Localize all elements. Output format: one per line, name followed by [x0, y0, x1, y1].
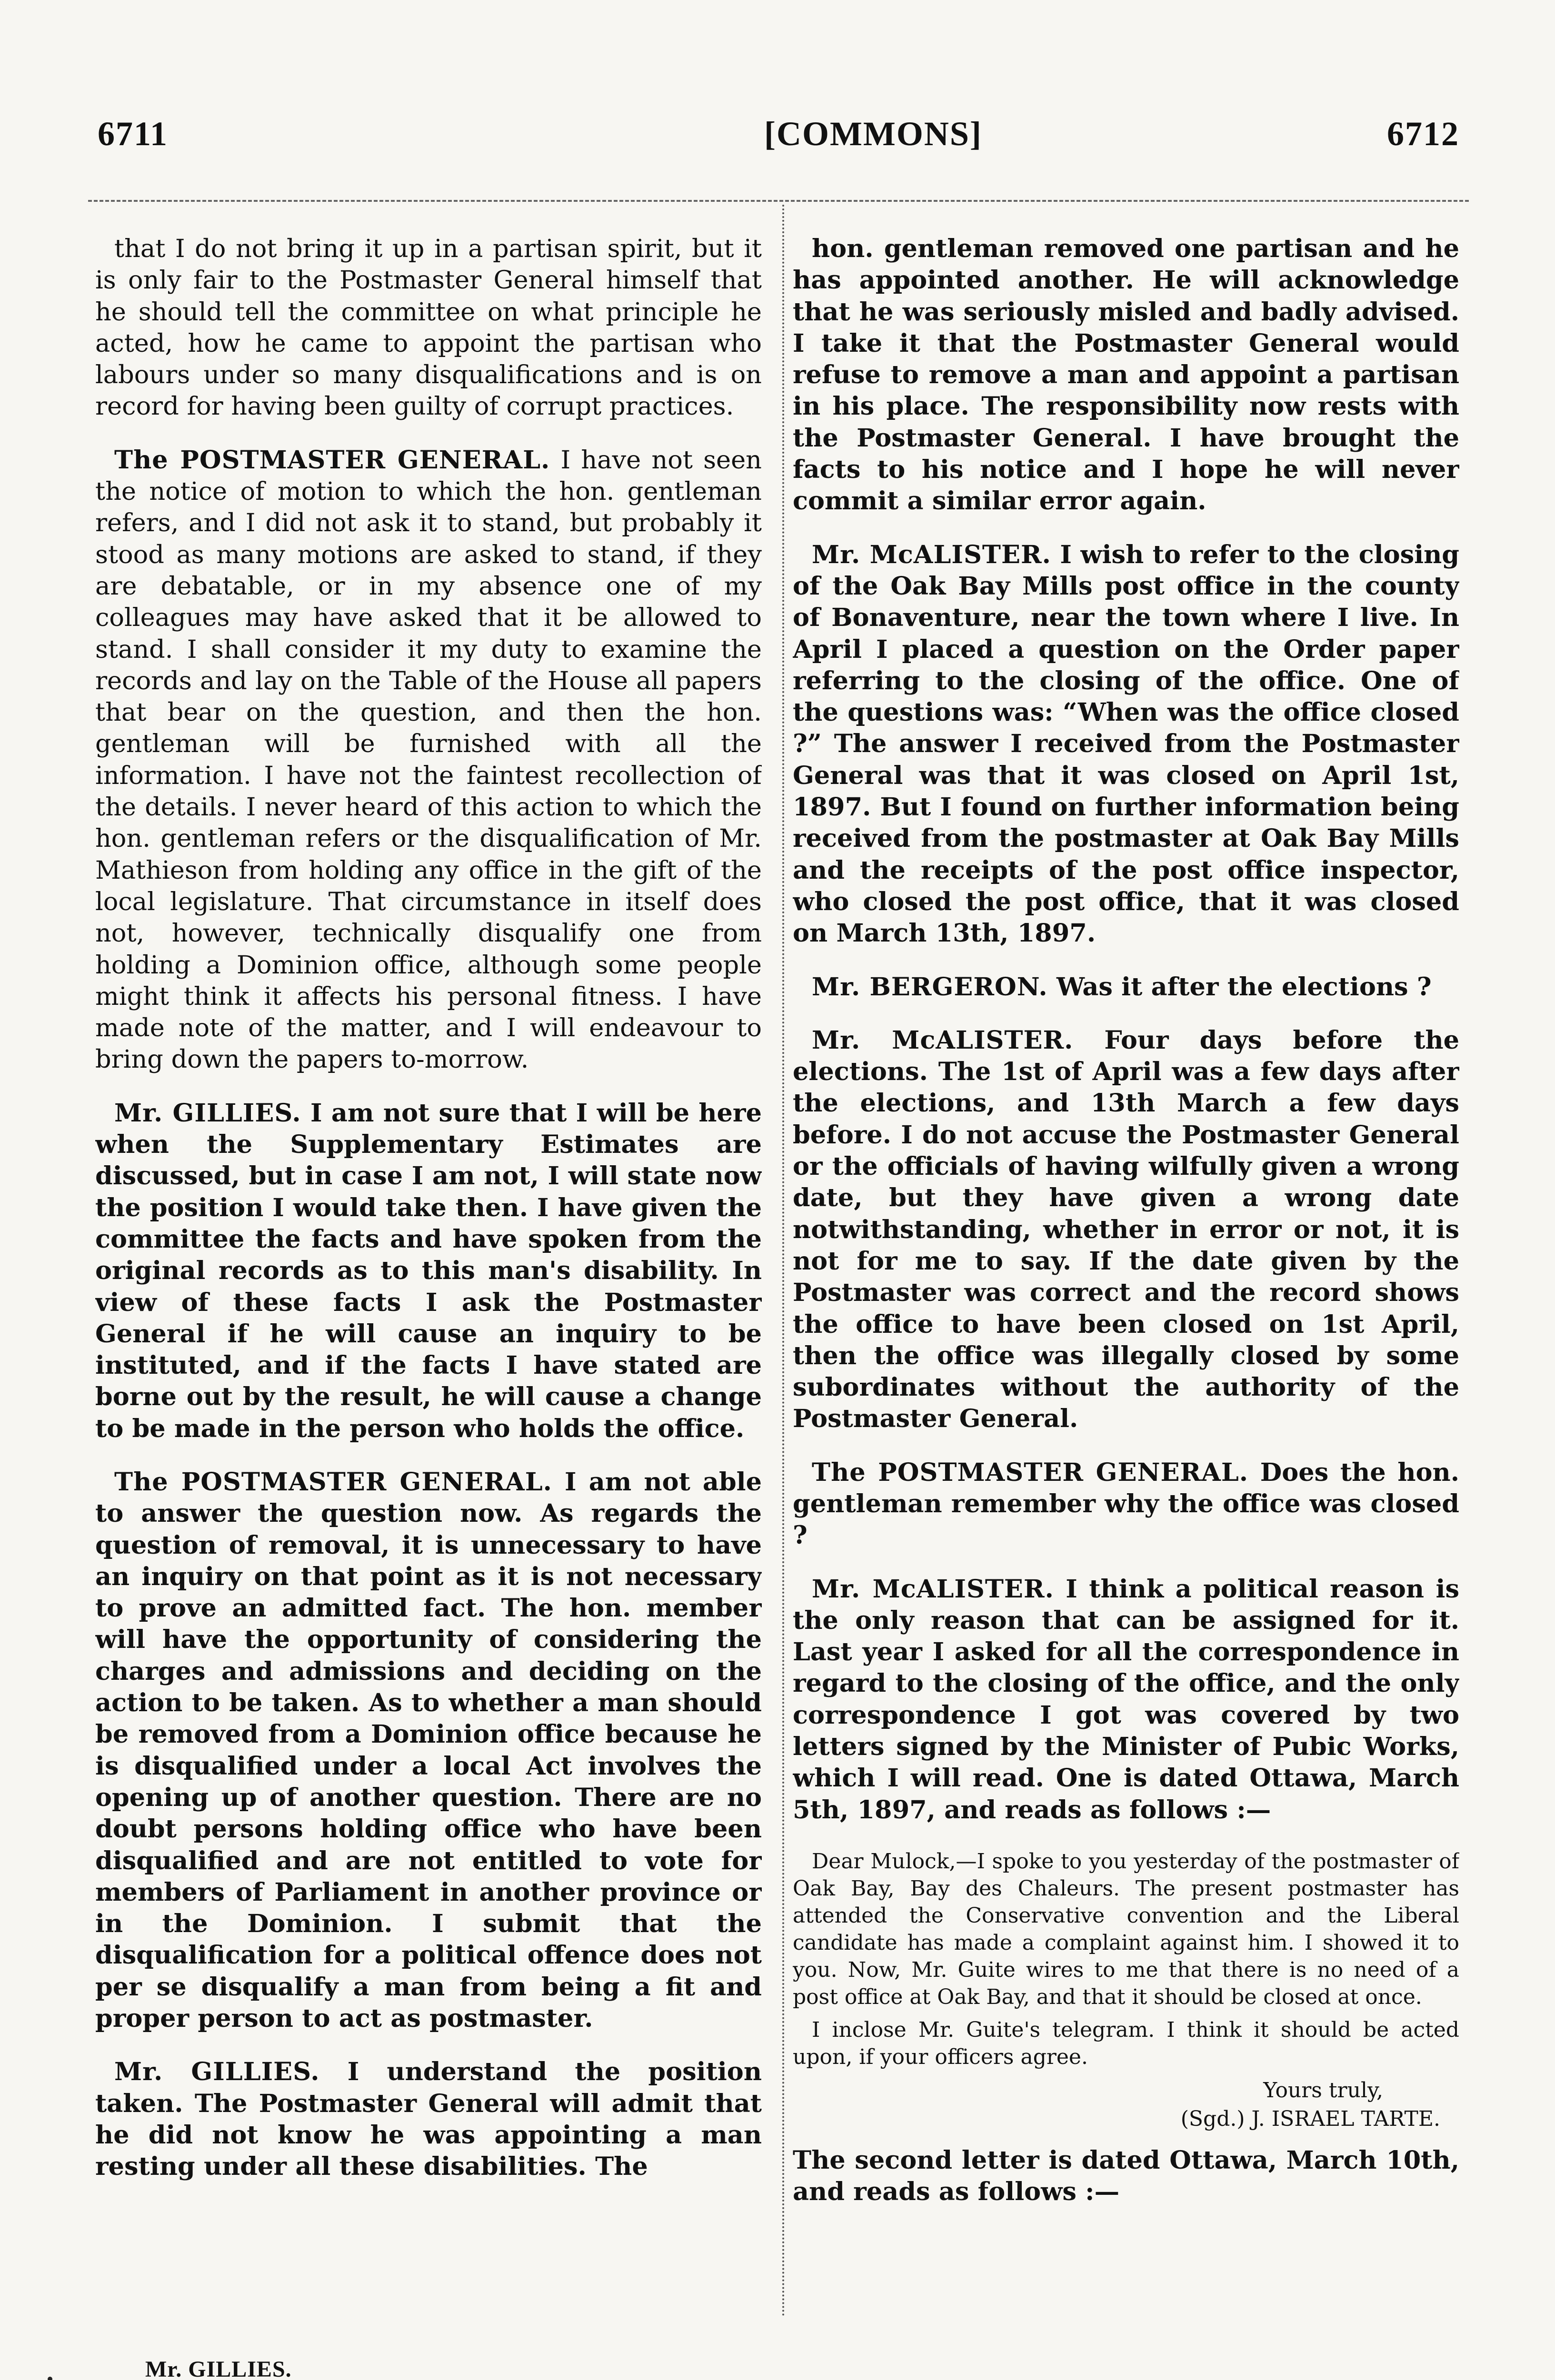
speaker-name: Mr. McALISTER.	[812, 540, 1051, 569]
paragraph	[793, 2145, 1459, 2208]
paragraph-text: I am not sure that I will be here when the Supplementary Estimates are discussed, but in case I am not, I will state now the position I would take then. I have given the committee the facts and have spoken from the original records as to this man's disability. In view of these facts I ask the Postmaster General if he will cause an inquiry to be instituted, and if the facts I have stated are borne out by the result, he will cause a change to be made in the person who holds the office.	[95, 1098, 762, 1443]
speaker-name: Mr. McALISTER.	[812, 1574, 1054, 1604]
column-divider	[782, 205, 784, 2318]
running-title: [COMMONS]	[764, 115, 982, 153]
paragraph	[793, 1025, 1459, 1435]
letter-closing: Yours truly,	[1263, 2078, 1383, 2102]
paragraph	[95, 445, 762, 1076]
speaker-name: Mr. McALISTER.	[812, 1025, 1074, 1055]
paragraph-text: that I do not bring it up in a partisan spirit, but it is only fair to the Postmaster General himself that he should tell the committee on what principle he acted, how he came to appoint the partisan who labours under so many disqualifications and is on record for having been guilty of corrupt practices.	[95, 234, 762, 421]
paragraph	[793, 1457, 1459, 1552]
page-number-left: 6711	[98, 115, 169, 153]
paragraph	[95, 2056, 762, 2182]
paragraph-text: I have not seen the notice of motion to which the hon. gentleman refers, and I did not ask it to stand, but probably it stood as many motions are asked to stand, if they are debatable, or in my absence one of my colleagues may have asked that it be allowed to stand. I shall consider it my duty to examine the records and lay on the Table of the House all papers that bear on the question, and then the hon. gentleman will be furnished with all the information. I have not the faintest recollection of the details. I never heard of this action to which the hon. gentleman refers or the disqualification of Mr. Mathieson from holding any office in the gift of the local legislature. That circumstance in itself does not, however, technically disqualify one from holding a Dominion office, although some people might think it affects his personal fitness. I have made note of the matter, and I will endeavour to bring down the papers to-morrow.	[95, 445, 762, 1074]
paragraph-text: I wish to refer to the closing of the Oak Bay Mills post office in the county of Bonaventure, near the town where I live. In April I placed a question on the Order paper referring to the closing of the office. One of the questions was: “When was the office closed ?” The answer I received from the Postmaster General was that it was closed on April 1st, 1897. But I found on further information being received from the postmaster at Oak Bay Mills and the receipts of the post office inspector, who closed the post office, that it was closed on March 13th, 1897.	[793, 540, 1459, 948]
paragraph-text: I am not able to answer the question now. As regards the question of removal, it is unnecessary to have an inquiry on that point as it is not necessary to prove an admitted fact. The hon. member will have the opportunity of considering the charges and admissions and deciding on the action to be taken. As to whether a man should be removed from a Dominion office because he is disqualified under a local Act involves the opening up of another question. There are no doubt persons holding office who have been disqualified and are not entitled to vote for members of Parliament in another province or in the Dominion. I submit that the disqualification for a political offence does not per se disqualify a man from being a fit and proper person to act as postmaster.	[95, 1467, 762, 2033]
paragraph	[793, 1574, 1459, 1826]
paragraph-text: Was it after the elections ?	[1056, 972, 1432, 1002]
speaker-name: The POSTMASTER GENERAL.	[114, 445, 550, 475]
right-column	[793, 233, 1459, 2347]
paragraph-text: Does the hon. gentleman remember why the office was closed ?	[793, 1458, 1459, 1550]
paragraph-text: The second letter is dated Ottawa, March 10th, and reads as follows :—	[793, 2145, 1459, 2207]
quoted-letter	[793, 1848, 1459, 2133]
paragraph-text: hon. gentleman removed one partisan and he has appointed another. He will acknowledge that he was seriously misled and badly advised. I take it that the Postmaster General would refuse to remove a man and appoint a partisan in his place. The responsibility now rests with the Postmaster General. I have brought the facts to his notice and I hope he will never commit a similar error again.	[793, 234, 1459, 516]
paragraph-text: I think a political reason is the only reason that can be assigned for it. Last year I asked for all the correspondence in regard to the closing of the office, and the only correspondence I got was covered by two letters signed by the Minister of Pubic Works, which I will read. One is dated Ottawa, March 5th, 1897, and reads as follows :—	[793, 1574, 1459, 1825]
letter-signature: (Sgd.) J. ISRAEL TARTE.	[1180, 2106, 1440, 2131]
ink-speck	[48, 2377, 52, 2380]
letter-paragraph: Dear Mulock,—I spoke to you yesterday of the postmaster of Oak Bay, Bay des Chaleurs. The present postmaster has attended the Conservative convention and the Liberal candidate has made a complaint against him. I showed it to you. Now, Mr. Guite wires to me that there is no need of a post office at Oak Bay, and that it should be closed at once.	[793, 1849, 1459, 2009]
paragraph-text: I understand the position taken. The Postmaster General will admit that he did not know he was appointing a man resting under all these disabilities. The	[95, 2057, 762, 2182]
page-header	[98, 114, 1459, 159]
paragraph	[95, 1098, 762, 1445]
paragraph	[95, 1467, 762, 2034]
paragraph	[793, 233, 1459, 517]
speaker-name: Mr. GILLIES.	[114, 1098, 301, 1128]
catchword: Mr. GILLIES.	[145, 2357, 292, 2380]
header-rule	[88, 200, 1469, 202]
paragraph	[793, 972, 1459, 1003]
paragraph	[793, 539, 1459, 950]
speaker-name: The POSTMASTER GENERAL.	[114, 1467, 552, 1497]
speaker-name: Mr. GILLIES.	[114, 2057, 320, 2087]
speaker-name: The POSTMASTER GENERAL.	[812, 1458, 1249, 1487]
page-number-right: 6712	[1387, 115, 1459, 153]
paragraph	[95, 233, 762, 423]
speaker-name: Mr. BERGERON.	[812, 972, 1048, 1002]
left-column	[95, 233, 762, 2347]
letter-paragraph: I inclose Mr. Guite's telegram. I think it should be acted upon, if your officers agree.	[793, 2017, 1459, 2069]
paragraph-text: Four days before the elections. The 1st of April was a few days after the elections, and 13th March a few days before. I do not accuse the Postmaster General or the officials of having wilfully given a wrong date, but they have given a wrong date notwithstanding, whether in error or not, it is not for me to say. If the date given by the Postmaster was correct and the record shows the office to have been closed on 1st April, then the office was illegally closed by some subordinates without the authority of the Postmaster General.	[793, 1025, 1459, 1434]
